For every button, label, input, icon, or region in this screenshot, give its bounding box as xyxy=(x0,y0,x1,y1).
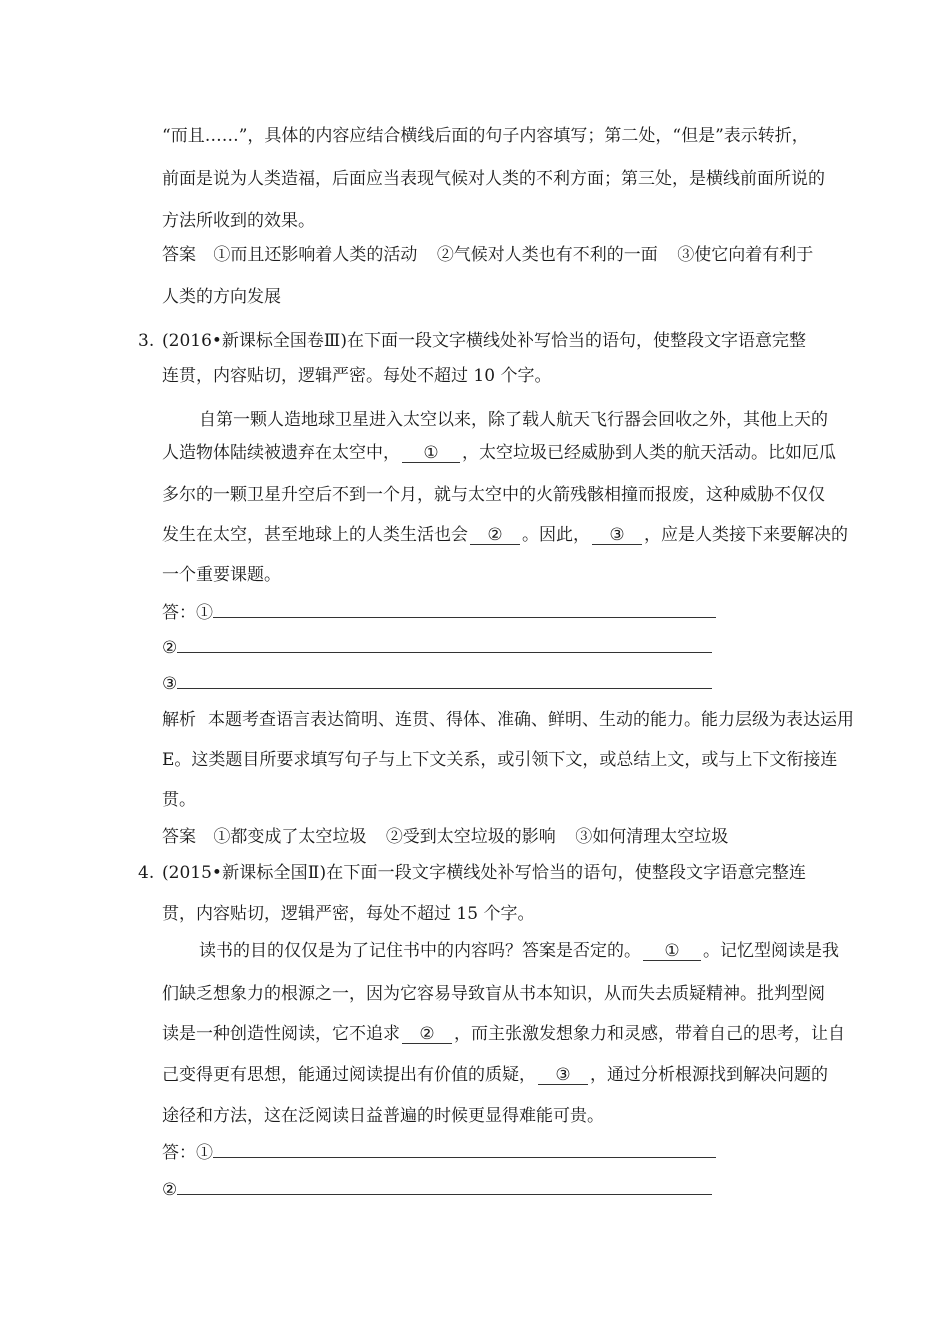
q4-blank-2[interactable]: ② xyxy=(402,1025,452,1044)
answer-item-1: ①而且还影响着人类的活动 xyxy=(213,245,418,265)
q4-passage-line-3 xyxy=(162,1024,845,1044)
q3-number: 3. xyxy=(138,331,155,351)
q4-passage-text: ，通过分析根源找到解决问题的 xyxy=(590,1065,828,1085)
q3-passage-line-4 xyxy=(162,525,848,545)
q3-blank-2[interactable]: ② xyxy=(470,526,520,545)
prev-answer-line-1 xyxy=(162,245,813,265)
q4-passage-text: 。记忆型阅读是我 xyxy=(703,941,839,961)
q3-passage-text: ，应是人类接下来要解决的 xyxy=(644,525,848,545)
prev-answer-line-2: 人类的方向发展 xyxy=(162,287,281,307)
answer-item-2: ②气候对人类也有不利的一面 xyxy=(436,245,658,265)
q3-stem-line-1: (2016•新课标全国卷Ⅲ)在下面一段文字横线处补写恰当的语句，使整段文字语意完整 xyxy=(162,331,806,351)
q3-analysis-line-3: 贯。 xyxy=(162,790,196,810)
q4-blank-1[interactable]: ① xyxy=(643,942,701,961)
q4-passage-line-4 xyxy=(162,1065,828,1085)
answer-prefix: 答： xyxy=(162,1143,196,1163)
q4-stem-line-2: 贯，内容贴切，逻辑严密，每处不超过 15 个字。 xyxy=(162,904,535,924)
answer-line[interactable] xyxy=(177,1180,712,1195)
q3-blank-1[interactable]: ① xyxy=(402,444,460,463)
q4-passage-text: 己变得更有思想，能通过阅读提出有价值的质疑， xyxy=(162,1065,536,1085)
q4-answer-field-2[interactable] xyxy=(162,1180,712,1200)
prev-analysis-line-2: 前面是说为人类造福，后面应当表现气候对人类的不利方面；第三处，是横线前面所说的 xyxy=(162,169,825,189)
q3-answer-line xyxy=(162,827,728,847)
answer-field-number: ③ xyxy=(162,674,178,694)
q3-passage-text: ，太空垃圾已经威胁到人类的航天活动。比如厄瓜 xyxy=(462,443,836,463)
q3-analysis-line-2: E。这类题目所要求填写句子与上下文关系，或引领下文，或总结上文，或与上下文衔接连 xyxy=(162,750,838,770)
answer-line[interactable] xyxy=(213,1143,716,1158)
q4-blank-3[interactable]: ③ xyxy=(538,1066,588,1085)
q3-passage-text: 发生在太空，甚至地球上的人类生活也会 xyxy=(162,525,468,545)
q4-answer-field-1[interactable] xyxy=(162,1143,716,1163)
q4-passage-text: 读是一种创造性阅读，它不追求 xyxy=(162,1024,400,1044)
q3-answer-field-1[interactable] xyxy=(162,603,716,623)
answer-field-number: ① xyxy=(196,603,213,623)
answer-field-number: ① xyxy=(196,1143,213,1163)
answer-item-3: ③使它向着有利于 xyxy=(677,245,814,265)
q4-number: 4. xyxy=(138,863,155,883)
answer-prefix: 答： xyxy=(162,603,196,623)
q3-passage-line-5: 一个重要课题。 xyxy=(162,565,281,585)
q3-passage-line-2 xyxy=(162,443,836,463)
q3-answer-field-3[interactable] xyxy=(162,674,712,694)
q3-answer-field-2[interactable] xyxy=(162,638,712,658)
answer-label: 答案 xyxy=(162,245,196,265)
q3-stem-line-2: 连贯，内容贴切，逻辑严密。每处不超过 10 个字。 xyxy=(162,366,552,386)
q4-passage-line-2: 们缺乏想象力的根源之一，因为它容易导致盲从书本知识，从而失去质疑精神。批判型阅 xyxy=(162,984,825,1004)
prev-analysis-line-3: 方法所收到的效果。 xyxy=(162,211,315,231)
q4-passage-text: 读书的目的仅仅是为了记住书中的内容吗？答案是否定的。 xyxy=(199,941,641,961)
q4-stem-line-1: (2015•新课标全国Ⅱ)在下面一段文字横线处补写恰当的语句，使整段文字语意完整连 xyxy=(162,863,806,883)
answer-item-1: ①都变成了太空垃圾 xyxy=(213,827,367,847)
answer-field-number: ② xyxy=(162,638,178,658)
q3-passage-text: 。因此， xyxy=(522,525,590,545)
q4-passage-text: ，而主张激发想象力和灵感，带着自己的思考，让自 xyxy=(454,1024,845,1044)
answer-line[interactable] xyxy=(177,638,712,653)
answer-item-3: ③如何清理太空垃圾 xyxy=(575,827,729,847)
answer-field-number: ② xyxy=(162,1180,178,1200)
analysis-label: 解析 xyxy=(162,710,196,730)
analysis-text: 本题考查语言表达简明、连贯、得体、准确、鲜明、生动的能力。能力层级为表达运用 xyxy=(208,710,854,730)
prev-analysis-line-1: “而且……”，具体的内容应结合横线后面的句子内容填写；第二处，“但是”表示转折， xyxy=(162,126,809,146)
q4-passage-line-1 xyxy=(199,941,839,961)
q3-analysis-line-1 xyxy=(162,710,854,730)
q4-passage-line-5: 途径和方法，这在泛阅读日益普遍的时候更显得难能可贵。 xyxy=(162,1106,604,1126)
q3-blank-3[interactable]: ③ xyxy=(592,526,642,545)
answer-line[interactable] xyxy=(177,674,712,689)
answer-label: 答案 xyxy=(162,827,196,847)
q3-passage-text: 人造物体陆续被遗弃在太空中， xyxy=(162,443,400,463)
q3-passage-line-3: 多尔的一颗卫星升空后不到一个月，就与太空中的火箭残骸相撞而报废，这种威胁不仅仅 xyxy=(162,485,825,505)
answer-item-2: ②受到太空垃圾的影响 xyxy=(385,827,556,847)
answer-line[interactable] xyxy=(213,603,716,618)
q3-passage-line-1: 自第一颗人造地球卫星进入太空以来，除了载人航天飞行器会回收之外，其他上天的 xyxy=(199,410,828,430)
